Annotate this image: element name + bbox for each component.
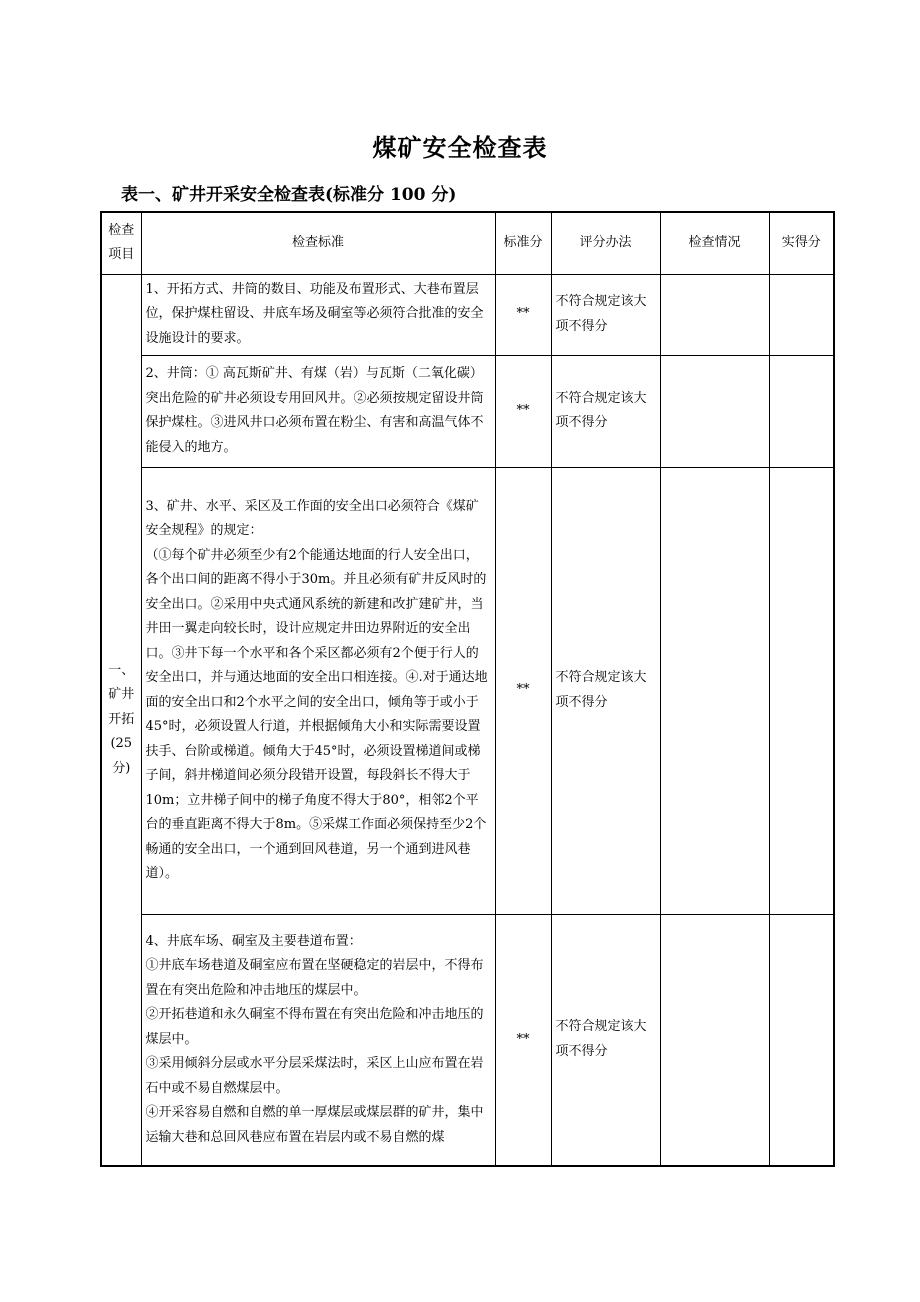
scoring-method-cell: 不符合规定该大项不得分 [551,914,660,1166]
criteria-cell [141,914,495,1166]
actual-score-cell[interactable] [769,355,834,467]
standard-score-cell: ** [495,355,551,467]
criteria-text: 4、井底车场、硐室及主要巷道布置： [145,933,362,949]
criteria-text: 1、开拓方式、井筒的数目、功能及布置形式、大巷布置层位，保护煤柱留设、井底车场及硐室等必须符合批准的安全设施设计的要求。 [145,281,484,346]
criteria-cell [141,274,495,355]
criteria-text: ③采用倾斜分层或水平分层采煤法时，采区上山应布置在岩石中或不易自燃煤层中。 [145,1056,484,1096]
criteria-text: ④开采容易自燃和自燃的单一厚煤层或煤层群的矿井，集中运输大巷和总回风巷应布置在岩层内或不易自燃的煤 [145,1105,484,1145]
safety-check-table [100,211,835,1167]
scoring-method-cell: 不符合规定该大项不得分 [551,467,660,914]
standard-score-cell: ** [495,274,551,355]
table-row [101,467,834,914]
check-situation-cell[interactable] [660,274,769,355]
check-situation-cell[interactable] [660,355,769,467]
check-situation-cell[interactable] [660,914,769,1166]
header-criteria: 检查标准 [141,212,495,274]
actual-score-cell[interactable] [769,914,834,1166]
criteria-text: 3、矿井、水平、采区及工作面的安全出口必须符合《煤矿安全规程》的规定： [145,498,479,538]
criteria-cell [141,467,495,914]
table-row [101,355,834,467]
standard-score-cell: ** [495,914,551,1166]
criteria-cell [141,355,495,467]
criteria-text: （①每个矿井必须至少有2个能通达地面的行人安全出口，各个出口间的距离不得小于30m。并且必须有矿井反风时的安全出口。②采用中央式通风系统的新建和改扩建矿井，当井田一翼走向较长时，设计应规定井田边界附近的安全出口。③井下每一个水平和各个采区都必须有2个便于行人的安全出口，并与通达地面的安全出口相连接。④.对于通达地面的安全出口和2个水平之间的安全出口，倾角等于或小于45°时，必须设置人行道，并根据倾角大小和实际需要设置扶手、台阶或梯道。倾角大于45°时，必须设置梯道间或梯子间，斜井梯道间必须分段错开设置，每段斜长不得大于10m；立井梯子间中的梯子角度不得大于80°，相邻2个平台的垂直距离不得大于8m。⑤采煤工作面必须保持至少2个畅通的安全出口，一个通到回风巷道，另一个通到进风巷道）。 [145,547,488,881]
table-row [101,914,834,1166]
criteria-text: ②开拓巷道和永久硐室不得布置在有突出危险和冲击地压的煤层中。 [145,1007,484,1047]
standard-score-cell: ** [495,467,551,914]
header-check-item: 检查项目 [101,212,141,274]
actual-score-cell[interactable] [769,467,834,914]
header-standard-score: 标准分 [495,212,551,274]
actual-score-cell[interactable] [769,274,834,355]
criteria-text: 2、井筒：① 高瓦斯矿井、有煤（岩）与瓦斯（二氧化碳）突出危险的矿井必须设专用回风井。②必须按规定留设井筒保护煤柱。③进风井口必须布置在粉尘、有害和高温气体不能侵入的地方。 [145,366,484,455]
table-row [101,274,834,355]
scoring-method-cell: 不符合规定该大项不得分 [551,355,660,467]
header-actual-score: 实得分 [769,212,834,274]
header-scoring-method: 评分办法 [551,212,660,274]
criteria-text: ①井底车场巷道及硐室应布置在坚硬稳定的岩层中，不得布置在有突出危险和冲击地压的煤层中。 [145,958,484,998]
table-caption: 表一、矿井开采安全检查表(标准分 100 分) [121,185,457,205]
document-title: 煤矿安全检查表 [372,133,548,162]
scoring-method-cell: 不符合规定该大项不得分 [551,274,660,355]
header-check-situation: 检查情况 [660,212,769,274]
header-row [101,212,834,274]
section-item-label: 一、矿井开拓(25分) [101,274,141,1166]
check-situation-cell[interactable] [660,467,769,914]
